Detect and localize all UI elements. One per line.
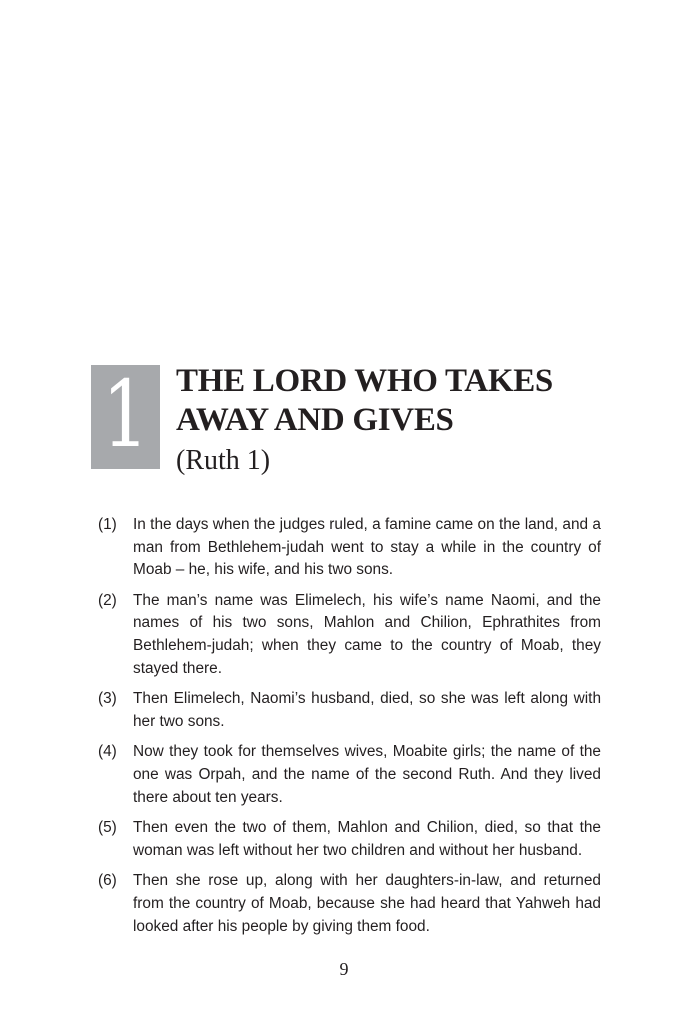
verse-text: Then even the two of them, Mahlon and Chilion, died, so that the woman was left without her two children and without her husband. [133, 819, 601, 859]
verse-number: (6) [98, 872, 117, 890]
verse-text: The man’s name was Elimelech, his wife’s name Naomi, and the names of his two sons, Mahlon and Chilion, Ephrathites from Bethlehem-judah; when they came to the country of Moab, they stayed there. [133, 591, 601, 677]
verse-number: (1) [98, 516, 117, 533]
verse-item [98, 817, 601, 862]
chapter-title-line-2: AWAY AND GIVES [176, 402, 454, 438]
chapter-number: 1 [102, 365, 149, 468]
verse-text: Then she rose up, along with her daughters-in-law, and returned from the country of Moab, because she had heard that Yahweh had looked after his people by giving them food. [133, 872, 601, 935]
chapter-subtitle: (Ruth 1) [176, 445, 271, 476]
verse-text: Now they took for themselves wives, Moabite girls; the name of the one was Orpah, and the name of the second Ruth. And they lived there about ten years. [133, 743, 601, 806]
verse-number: (5) [98, 819, 117, 837]
verse-number: (4) [98, 743, 117, 761]
chapter-number-box [91, 365, 160, 469]
verse-number: (2) [98, 591, 117, 609]
chapter-title-line-1: THE LORD WHO TAKES [176, 363, 553, 399]
verse-item [98, 514, 601, 582]
verse-list [98, 514, 601, 946]
verse-item [98, 741, 601, 809]
verse-number: (3) [98, 690, 117, 708]
verse-item [98, 688, 601, 733]
chapter-title [176, 362, 656, 440]
page-number: 9 [339, 959, 349, 979]
verse-item [98, 870, 601, 938]
verse-text: In the days when the judges ruled, a famine came on the land, and a man from Bethlehem-judah went to stay a while in the country of Moab – he, his wife, and his two sons. [133, 516, 601, 579]
verse-item [98, 590, 601, 680]
verse-text: Then Elimelech, Naomi’s husband, died, so she was left along with her two sons. [133, 690, 601, 730]
chapter-heading [176, 362, 656, 478]
